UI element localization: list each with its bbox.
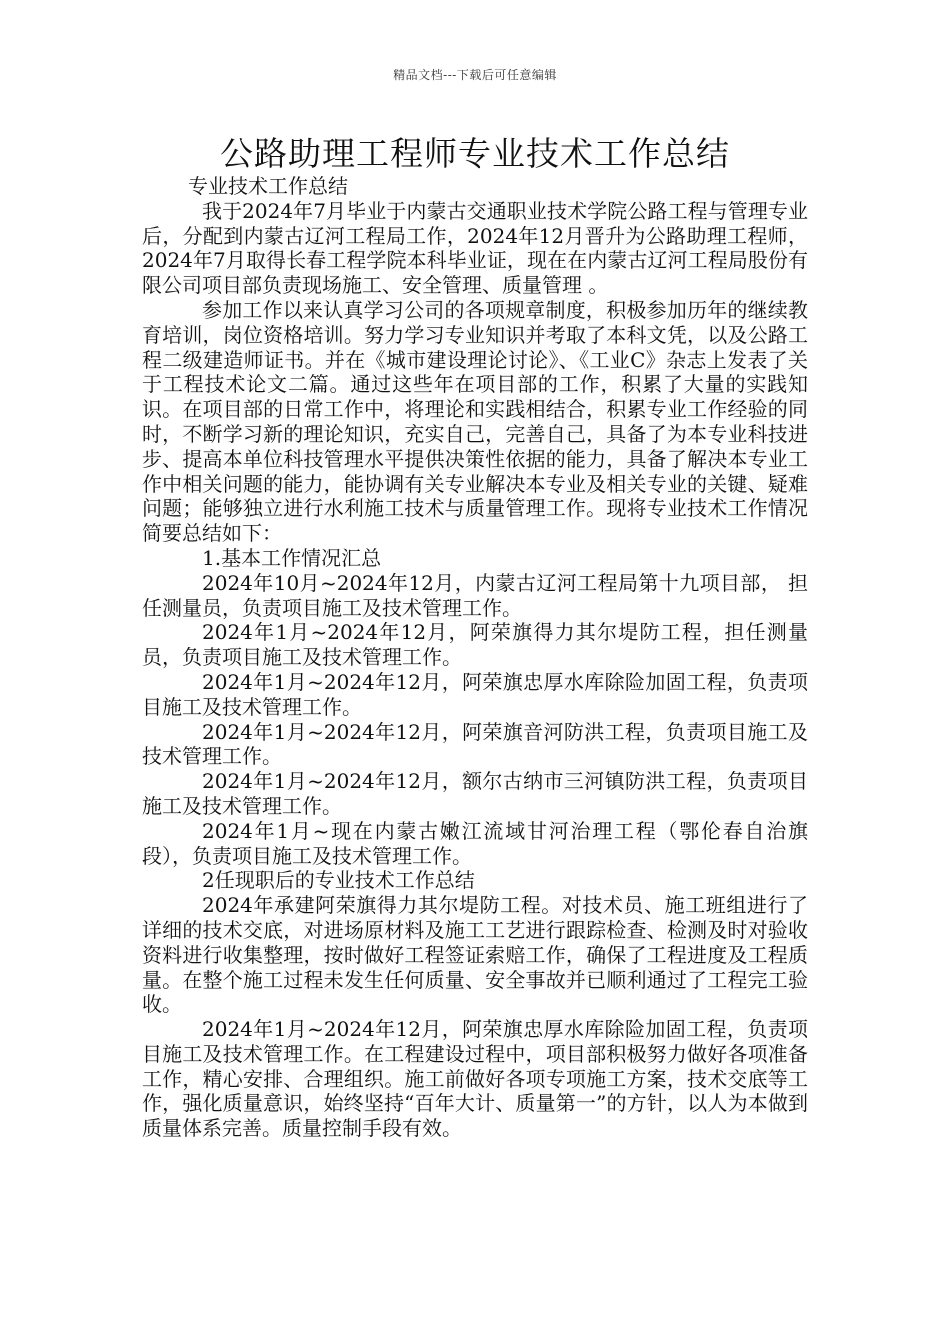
paragraph: 2024年1月~2024年12月，阿荣旗忠厚水库除险加固工程，负责项目施工及技术管理工作。 — [142, 669, 808, 719]
paragraph: 2024年1月~2024年12月，阿荣旗忠厚水库除险加固工程，负责项目施工及技术管理工作。在工程建设过程中，项目部积极努力做好各项准备工作，精心安排、合理组织。施工前做好各项专项施工方案，技术交底等工作，强化质量意识，始终坚持“百年大计、质量第一”的方针，以人为本做到质量体系完善。质量控制手段有效。 — [142, 1017, 808, 1141]
paragraph: 2024年1月~2024年12月，阿荣旗得力其尔堤防工程，担任测量员，负责项目施工及技术管理工作。 — [142, 620, 808, 670]
paragraph: 参加工作以来认真学习公司的各项规章制度，积极参加历年的继续教育培训，岗位资格培训。努力学习专业知识并考取了本科文凭，以及公路工程二级建造师证书。并在《城市建设理论讨论》、《工业C》杂志上发表了关于工程技术论文二篇。通过这些年在项目部的工作，积累了大量的实践知识。在项目部的日常工作中，将理论和实践相结合，积累专业工作经验的同时，不断学习新的理论知识，充实自己，完善自己，具备了为本专业科技进步、提高本单位科技管理水平提供决策性依据的能力，具备了解决本专业工作中相关问题的能力，能协调有关专业解决本专业及相关专业的关键、疑难问题；能够独立进行水利施工技术与质量管理工作。现将专业技术工作情况简要总结如下： — [142, 297, 808, 546]
paragraph: 2024年1月~2024年12月，阿荣旗音河防洪工程，负责项目施工及技术管理工作。 — [142, 719, 808, 769]
paragraph: 2024年承建阿荣旗得力其尔堤防工程。对技术员、施工班组进行了详细的技术交底，对进场原材料及施工工艺进行跟踪检查、检测及时对验收资料进行收集整理，按时做好工程签证索赔工作，确保了工程进度及工程质量。在整个施工过程未发生任何质量、安全事故并已顺利通过了工程完工验收。 — [142, 893, 808, 1017]
document-header-note: 精品文档---下载后可任意编辑 — [393, 68, 557, 82]
section-heading: 1.基本工作情况汇总 — [202, 545, 382, 570]
paragraph: 2024年1月~2024年12月，额尔古纳市三河镇防洪工程，负责项目施工及技术管理工作。 — [142, 769, 808, 818]
document-title: 公路助理工程师专业技术工作总结 — [220, 134, 730, 173]
section-heading: 2任现职后的专业技术工作总结 — [202, 868, 475, 893]
document-body — [142, 174, 808, 1141]
document-subtitle: 专业技术工作总结 — [188, 174, 348, 198]
paragraph: 2024年1月~现在内蒙古嫩江流域甘河治理工程（鄂伦春自治旗段），负责项目施工及技术管理工作。 — [142, 818, 808, 868]
paragraph: 我于2024年7月毕业于内蒙古交通职业技术学院公路工程与管理专业后，分配到内蒙古辽河工程局工作，2024年12月晋升为公路助理工程师，2024年7月取得长春工程学院本科毕业证，现在在内蒙古辽河工程局股份有限公司项目部负责现场施工、安全管理、质量管理 。 — [142, 198, 808, 298]
paragraph: 2024年10月~2024年12月，内蒙古辽河工程局第十九项目部， 担任测量员，负责项目施工及技术管理工作。 — [142, 570, 808, 620]
